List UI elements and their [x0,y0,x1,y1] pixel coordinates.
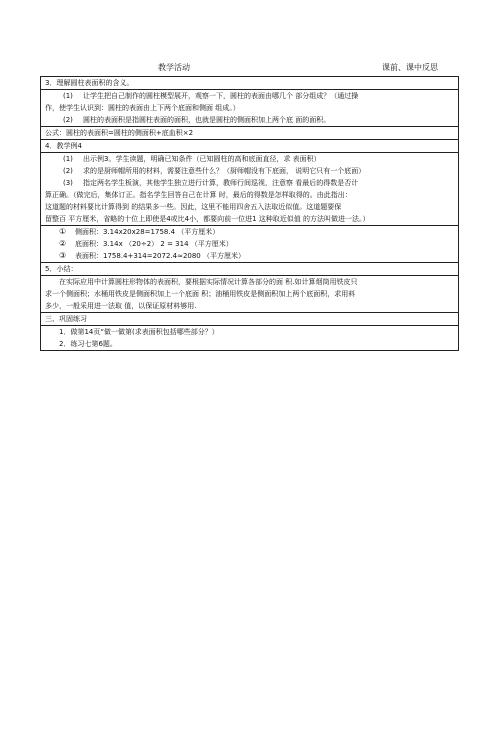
calculation [41,225,458,262]
exercise-2: 2．练习七第6题。 [59,340,117,348]
section4-p3-line2: 算正确。（做完后，集体订正。指名学生回答自己在计算 时，最后的得数是怎样取得的。由此指出： [45,191,352,199]
section3-items [41,89,458,126]
section4-title: 4．教学例4 [41,139,458,152]
item-text: 让学生把自己制作的圆柱模型展开，观察一下，圆柱的表面由哪几个 部分组成？（通过操 [83,92,359,100]
calc-surface-area [45,250,454,262]
item-text: 圆柱的表面积是指圆柱表面的面积，也就是圆柱的侧面积加上两个底 面的面积。 [83,116,331,124]
item-number: (2) [63,116,73,124]
formula: 公式：圆柱的表面积=圆柱的侧面积+底血积×2 [41,126,458,139]
item-number: (1) [63,92,73,100]
section3-item1 [45,90,454,102]
calc-text: 侧面积：3.14x20x28=1758.4 （平方厘米） [75,228,220,236]
consolidation-title: 三、巩固练习 [41,312,458,325]
section4-body [41,152,458,225]
section4-p1 [45,153,454,165]
section4-p3-line4: 留整百 平方厘米，省略的十位上即使是4或比4小，都要向前一位进1 这种取近似值 的方法叫做进一法。） [45,215,370,223]
lesson-table [40,76,459,351]
header-reflection: 课前、课中反思 [382,63,438,72]
consolidation-items [41,325,458,350]
item-text: 出示例3。学生读题，明确已知条件（已知圆柱的高和底面直径，求 表面积） [83,155,321,163]
summary-line3: 多少，一般采用进一法取 值，以保证原材料够用. [45,302,197,310]
header-teaching-activity: 教学活动 [158,63,190,72]
summary-line1: 在实际应用中计算圆柱形物体的表面积，要根据实际情况计算各部分的面 积.如计算烟筒用铁皮只 [59,278,358,286]
section5-title: 5．小结： [41,262,458,275]
section3-item1-cont: 作，使学生认识到：圆柱的表面由上下两个底面和侧面 组成。） [45,104,240,112]
item-number: (1) [63,155,73,163]
circled-number: ② [59,239,67,248]
calc-text: 底面积：3.14x （20÷2） 2 = 314 （平方厘米） [75,240,233,248]
calc-base-area [45,238,454,250]
summary-line2: 求一个侧面积；水桶用铁皮是侧面积加上一个底面 积；油桶用铁皮是侧面积加上两个底面积，求用料 [45,290,356,298]
exercise-1: 1．做第14页“做一做第(求表面积包括哪些部分？） [59,328,219,336]
circled-number: ① [59,227,67,236]
section3-title: 3．理解圆柱表面积的含义。 [45,79,134,87]
item-number: (2) [63,167,73,175]
section4-p3-line3: 这道题的材料要比计算得到 的结果多一些。因此，这里不能用四舍五入法取近似值。这道题要保 [45,203,342,211]
summary [41,275,458,312]
calc-text: 表面积：1758.4+314=2072.4≈2080 （平方厘米） [75,252,245,260]
item-number: (3) [63,179,73,187]
item-text: 指定两名学生板演，其他学生独立进行计算，教师行间巡视，注意察 看最后的得数是否计 [83,179,359,187]
circled-number: ③ [59,251,67,260]
calc-lateral-area [45,226,454,238]
section3-item2 [45,114,454,126]
item-text: 求的是厨师帽所用的材料，需要注意些什么？（厨师帽没有下底面， 说明它只有一个底面） [83,167,366,175]
section4-p2 [45,165,454,177]
section4-p3 [45,177,454,189]
